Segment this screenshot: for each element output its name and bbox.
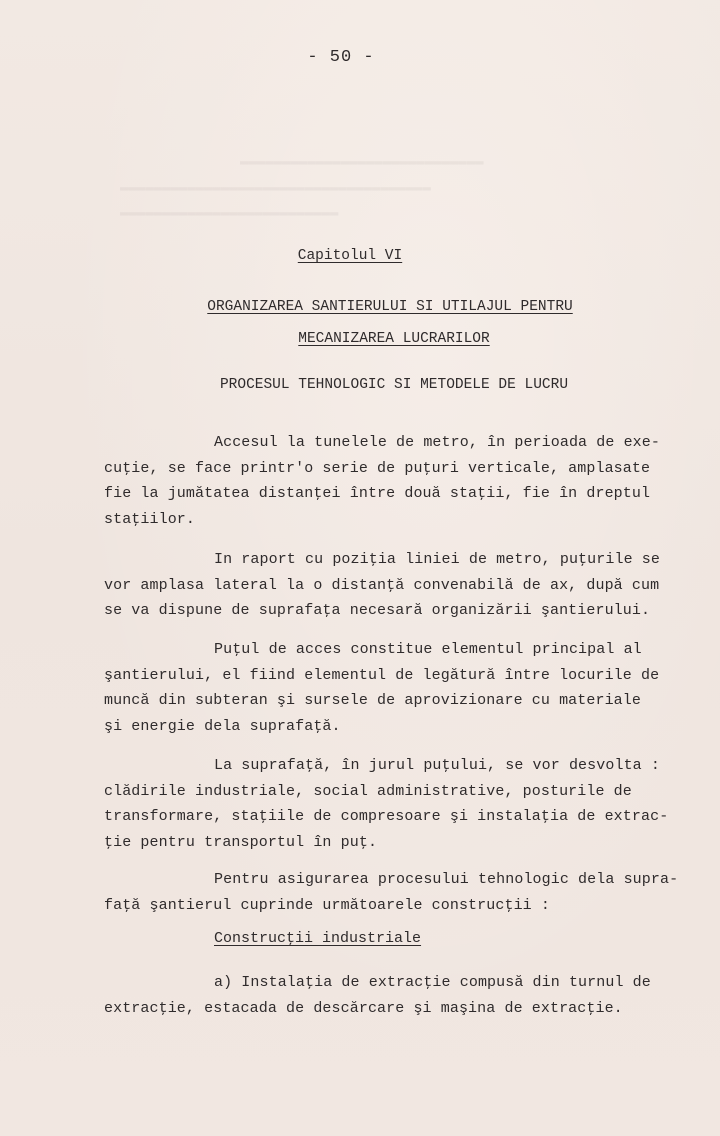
text-line: vor amplasa lateral la o distanţă convenabilă de ax, după cum [104, 576, 660, 594]
text-line: Pentru asigurarea procesului tehnologic dela supra- [214, 871, 679, 888]
text-line: La suprafaţă, în jurul puţului, se vor desvolta : [214, 757, 660, 774]
text-line: a) Instalaţia de extracţie compusă din turnul de [214, 974, 651, 991]
text-line: şantierului, el fiind elementul de legătură între locurile de [104, 666, 660, 684]
chapter-title-line-1 [30, 299, 720, 315]
paragraph-access-shaft [104, 637, 704, 739]
paragraph-placement [104, 547, 704, 624]
text-line: şi energie dela suprafaţă. [104, 717, 341, 735]
paragraph-item-a [104, 970, 704, 1021]
text-line: Puţul de acces constitue elementul principal al [214, 641, 642, 658]
text-line: ţie pentru transportul în puţ. [104, 833, 378, 851]
chapter-title-text: MECANIZAREA LUCRARILOR [298, 331, 490, 347]
paragraph-process [104, 867, 704, 918]
text-line: muncă din subteran şi sursele de aprovizionare cu materiale [104, 692, 641, 709]
text-line: extracţie, estacada de descărcare şi maşina de extracţie. [104, 999, 623, 1017]
industrial-constructions-heading: Construcţii industriale [214, 930, 422, 947]
text-line: se va dispune de suprafaţa necesară organizării şantierului. [104, 602, 651, 619]
paragraph-access [104, 430, 704, 532]
bleed-through: ▬▬▬▬▬▬▬▬▬▬▬▬▬▬▬▬▬▬▬▬▬▬▬▬▬▬▬▬▬▬▬▬▬▬▬▬▬ [120, 180, 431, 196]
chapter-title-line-2 [34, 331, 720, 347]
text-line: In raport cu poziţia liniei de metro, puţurile se [214, 551, 660, 568]
paragraph-surface [104, 753, 704, 855]
chapter-heading [0, 248, 710, 264]
bleed-through: ▬▬▬▬▬▬▬▬▬▬▬▬▬▬▬▬▬▬▬▬▬▬▬▬▬▬ [120, 205, 339, 221]
text-line: cuţie, se face printr'o serie de puţuri verticale, amplasate [104, 459, 651, 477]
section-subtitle [34, 377, 720, 393]
text-line: transformare, staţiile de compresoare şi instalaţia de extrac- [104, 808, 669, 825]
text-line: faţă şantierul cuprinde următoarele construcţii : [104, 896, 550, 914]
bleed-through: ▬▬▬▬▬▬▬▬▬▬▬▬▬▬▬▬▬▬▬▬▬▬▬▬▬▬▬▬▬ [240, 154, 484, 170]
text-line: fie la jumătatea distanţei între două staţii, fie în dreptul [104, 485, 651, 502]
page-number: - 50 - [307, 48, 375, 67]
chapter-title-text: ORGANIZAREA SANTIERULUI SI UTILAJUL PENTRU [207, 299, 573, 315]
text-line: clădirile industriale, social administrative, posturile de [104, 782, 632, 800]
text-line: staţiilor. [104, 510, 196, 528]
subtitle-text: PROCESUL TEHNOLOGIC SI METODELE DE LUCRU [219, 377, 569, 393]
chapter-label: Capitolul VI [297, 248, 403, 264]
text-line: Accesul la tunelele de metro, în perioada de exe- [214, 434, 660, 451]
